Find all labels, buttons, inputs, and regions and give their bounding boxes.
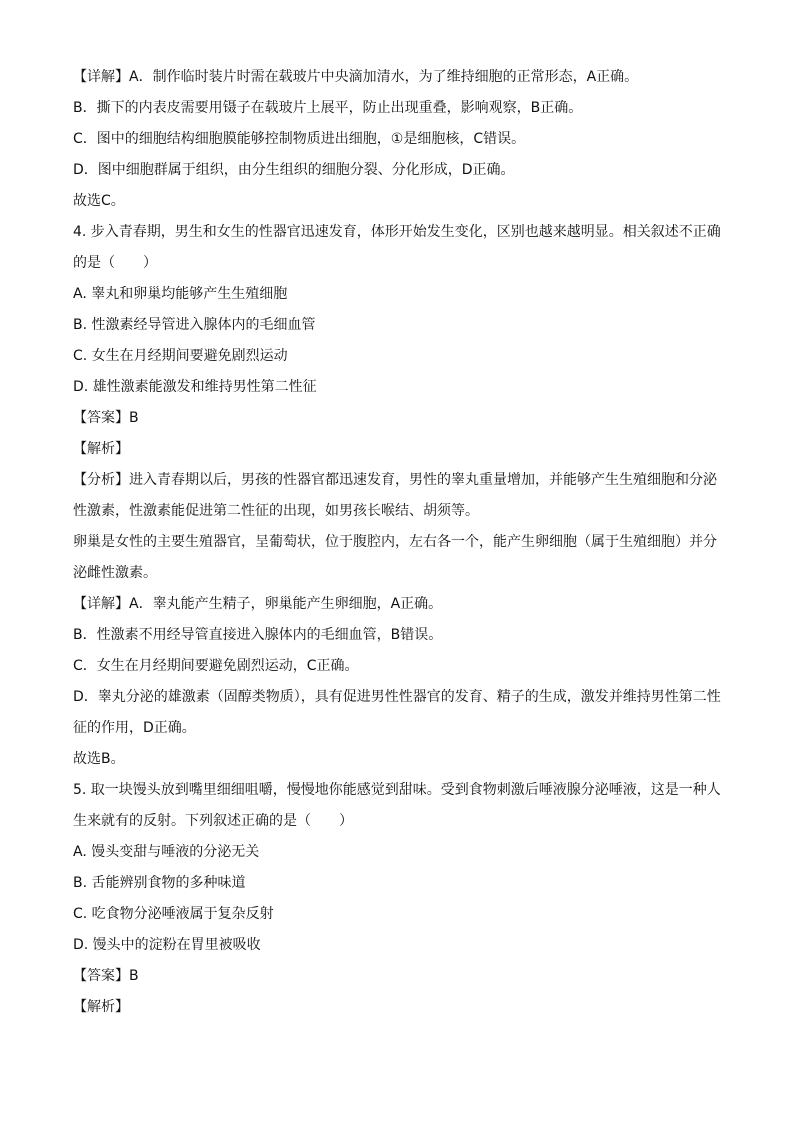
- text-line: B．性激素不用经导管直接进入腺体内的毛细血管，B错误。: [73, 627, 443, 643]
- text-line: C．图中的细胞结构细胞膜能够控制物质进出细胞，①是细胞核，C错误。: [73, 131, 526, 147]
- text-line: 性激素，性激素能促进第二性征的出现，如男孩长喉结、胡须等。: [73, 503, 479, 519]
- answer-label: 【答案】B: [73, 968, 139, 984]
- option-a: A. 睾丸和卵巢均能够产生生殖细胞: [73, 286, 288, 302]
- question-stem: 4. 步入青春期，男生和女生的性器官迅速发育，体形开始发生变化，区别也越来越明显。相关叙述不正确: [73, 224, 721, 240]
- question-stem: 的是（ ）: [73, 255, 157, 271]
- option-a: A. 馒头变甜与唾液的分泌无关: [73, 844, 260, 860]
- text-line: 【分析】进入青春期以后，男孩的性器官都迅速发育，男性的睾丸重量增加，并能够产生生殖细胞和分泌: [73, 472, 717, 488]
- option-d: D. 馒头中的淀粉在胃里被吸收: [73, 937, 261, 953]
- text-line: D．图中细胞群属于组织，由分生组织的细胞分裂、分化形成，D正确。: [73, 162, 515, 178]
- text-line: D．睾丸分泌的雄激素（固醇类物质），具有促进男性性器官的发育、精子的生成，激发并维持男性第二性: [73, 689, 721, 705]
- text-line: 泌雌性激素。: [73, 565, 157, 581]
- text-line: 征的作用，D正确。: [73, 720, 196, 736]
- analysis-label: 【解析】: [73, 999, 129, 1015]
- answer-label: 【答案】B: [73, 410, 139, 426]
- text-line: B．撕下的内表皮需要用镊子在载玻片上展平，防止出现重叠，影响观察，B正确。: [73, 100, 583, 116]
- text-line: 故选B。: [73, 751, 125, 767]
- option-c: C. 女生在月经期间要避免剧烈运动: [73, 348, 288, 364]
- text-line: C．女生在月经期间要避免剧烈运动，C正确。: [73, 658, 359, 674]
- option-c: C. 吃食物分泌唾液属于复杂反射: [73, 906, 274, 922]
- document-body: [73, 62, 723, 1023]
- text-line: 【详解】A．制作临时装片时需在载玻片中央滴加清水，为了维持细胞的正常形态，A正确。: [73, 69, 639, 85]
- question-stem: 5. 取一块馒头放到嘴里细细咀嚼，慢慢地你能感觉到甜味。受到食物刺激后唾液腺分泌唾液，这是一种人: [73, 782, 721, 798]
- text-line: 故选C。: [73, 193, 125, 209]
- text-line: 卵巢是女性的主要生殖器官，呈葡萄状，位于腹腔内，左右各一个，能产生卵细胞（属于生殖细胞）并分: [73, 534, 717, 550]
- analysis-label: 【解析】: [73, 441, 129, 457]
- text-line: 【详解】A．睾丸能产生精子，卵巢能产生卵细胞，A正确。: [73, 596, 443, 612]
- question-stem: 生来就有的反射。下列叙述正确的是（ ）: [73, 813, 353, 829]
- option-b: B. 性激素经导管进入腺体内的毛细血管: [73, 317, 316, 333]
- option-b: B. 舌能辨别食物的多种味道: [73, 875, 246, 891]
- option-d: D. 雄性激素能激发和维持男性第二性征: [73, 379, 317, 395]
